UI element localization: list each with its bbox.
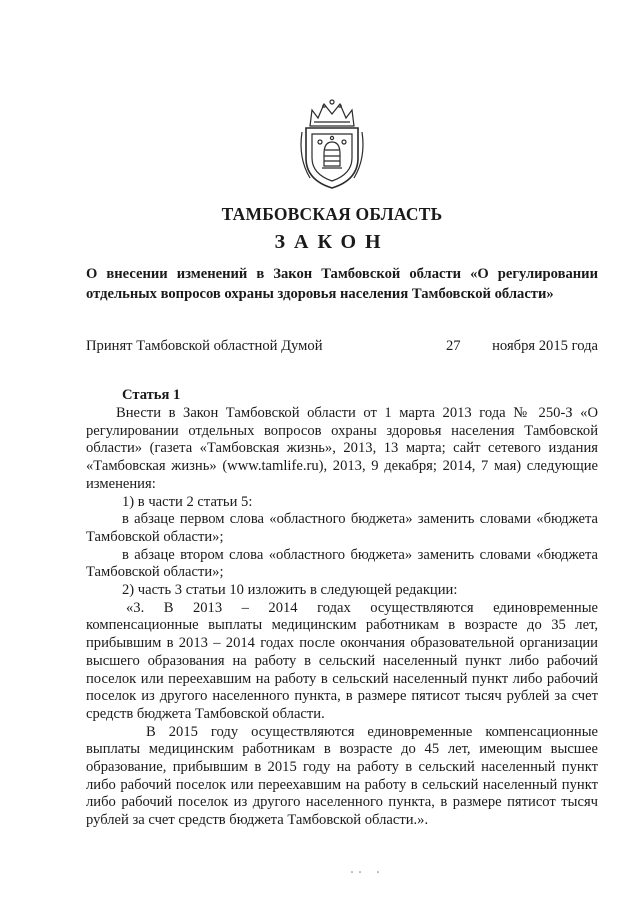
adoption-day: 27 <box>446 338 461 354</box>
adopting-body: Принят Тамбовской областной Думой <box>86 338 323 354</box>
region-title: ТАМБОВСКАЯ ОБЛАСТЬ <box>221 204 443 224</box>
law-subject-title: О внесении изменений в Закон Тамбовской области «О регулировании отдельных вопросов охраны здоровья населения Тамбовской области» <box>86 266 598 302</box>
article-title: Статья 1 <box>122 387 181 403</box>
scan-dots <box>350 870 390 874</box>
adoption-line <box>86 336 598 356</box>
article-body <box>86 405 598 830</box>
article-paragraph: «3. В 2013 – 2014 годах осуществляются единовременные компенсационные выплаты медицинским работникам в возрасте до 35 лет, прибывшим в 2013 – 2014 годах после окончания образовательной организации высшего образования на работу в сельский населенный пункт либо рабочий поселок или переехавшим на работу в сельский населенный пункт либо рабочий поселок из другого населенного пункта, в размере пятисот тысяч рублей за счет средств бюджета Тамбовской области. <box>86 599 598 722</box>
document-type-title: ЗАКОН <box>274 231 390 253</box>
article-paragraph: в абзаце первом слова «областного бюджета» заменить словами «бюджета Тамбовской области»; <box>86 511 598 545</box>
article-paragraph: в абзаце втором слова «областного бюджета» заменить словами «бюджета Тамбовской области»; <box>86 546 598 581</box>
article-paragraph: В 2015 году осуществляются единовременные компенсационные выплаты медицинским работникам в возрасте до 45 лет, имеющим высшее образование, прибывшим в 2015 году на работу в сельский населенный пункт либо рабочий поселок или переехавшим на работу в сельский населенный пункт либо рабочий поселок из другого населенного пункта, в размере пятисот тысяч рублей за счет средств бюджета Тамбовской области.». <box>86 723 598 829</box>
article-paragraph: Внести в Закон Тамбовской области от 1 марта 2013 года № 250-З «О регулировании отдельных вопросов охраны здоровья населения Тамбовской области» (газета «Тамбовская жизнь», 2013, 13 марта; сайт сетевого издания «Тамбовская жизнь» (www.tamlife.ru), 2013, 9 декабря; 2014, 7 мая) следующие изменения: <box>86 405 598 492</box>
article-paragraph: 2) часть 3 статьи 10 изложить в следующей редакции: <box>122 582 458 599</box>
adoption-month-year: ноября 2015 года <box>492 338 598 354</box>
article-paragraph: 1) в части 2 статьи 5: <box>122 493 253 510</box>
coat-of-arms-emblem <box>296 98 368 192</box>
